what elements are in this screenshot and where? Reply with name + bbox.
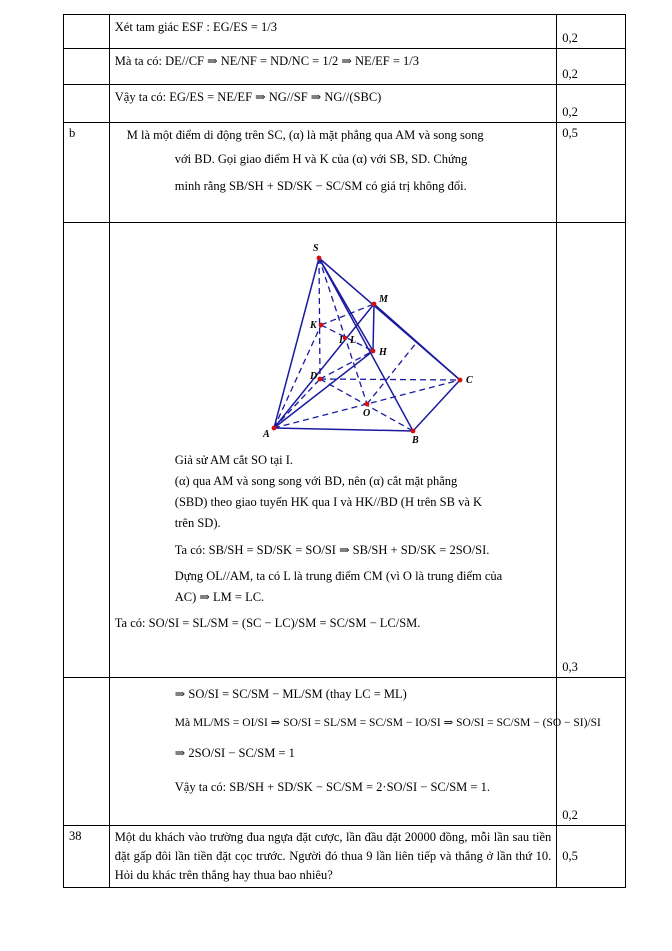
proof-line: (SBD) theo giao tuyến HK qua I và HK//BD (H trên SB và K xyxy=(174,495,483,510)
solution-table xyxy=(63,14,626,888)
score-cell: 0,2 xyxy=(557,15,626,49)
edge-BC xyxy=(413,380,460,431)
content-cell xyxy=(109,826,557,888)
content-cell xyxy=(109,15,557,49)
proof-line: Dựng OL//AM, ta có L là trung điểm CM (vì O là trung điểm của xyxy=(174,568,503,583)
proof-line: Vậy ta có: SB/SH + SD/SK − SC/SM = 2·SO/SI − SC/SM = 1. xyxy=(174,780,490,795)
proof-line: Mà ML/MS = OI/SI ⇒ SO/SI = SL/SM = SC/SM − IO/SI ⇒ SO/SI = SC/SM − (SO − SI)/SI xyxy=(174,717,601,730)
pyramid-figure xyxy=(115,233,535,448)
score-cell: 0,3 xyxy=(557,223,626,678)
step-text: Vậy ta có: EG/ES = NE/EF ⇒ NG//SF ⇒ NG//(SBC) xyxy=(114,90,382,104)
proof-line: Ta có: SO/SI = SL/SM = (SC − LC)/SM = SC/SM − LC/SM. xyxy=(114,615,421,630)
label-K: K xyxy=(309,320,317,331)
edge-DC xyxy=(320,379,460,380)
label-cell xyxy=(64,678,110,826)
score-cell: 0,5 xyxy=(557,826,626,888)
proof-line: ⇒ SO/SI = SC/SM − ML/SM (thay LC = ML) xyxy=(174,687,407,701)
edge-AB xyxy=(274,428,413,431)
score-cell: 0,2 xyxy=(557,49,626,85)
label-D: D xyxy=(309,371,318,382)
table-row xyxy=(64,123,626,223)
label-cell xyxy=(64,85,110,123)
label-M: M xyxy=(378,294,388,305)
content-cell xyxy=(109,85,557,123)
label-C: C xyxy=(465,375,473,386)
proof-line: AC) ⇒ LM = LC. xyxy=(174,589,265,604)
edge-SD xyxy=(319,258,320,379)
problem-text: Một du khách vào trường đua ngựa đặt cược, lần đầu đặt 20000 đồng, mỗi lần sau tiền đặt gấp đôi lần tiền đặt cọc trước. Người đó thua 9 lần liên tiếp và thắng ở lần thứ 10. Hỏi du khác trên thắng hay thua bao nhiêu? xyxy=(114,830,552,882)
content-cell xyxy=(109,223,557,678)
label-A: A xyxy=(262,429,270,440)
table-row xyxy=(64,49,626,85)
edge-AH xyxy=(274,351,373,428)
label-O: O xyxy=(362,408,371,419)
table-row xyxy=(64,15,626,49)
content-cell xyxy=(109,49,557,85)
step-text: Xét tam giác ESF : EG/ES = 1/3 xyxy=(114,20,278,34)
edge-DH xyxy=(320,351,373,379)
step-text: Mà ta có: DE//CF ⇒ NE/NF = ND/NC = 1/2 ⇒ NE/EF = 1/3 xyxy=(114,54,420,68)
label-cell xyxy=(64,15,110,49)
proof-line: trên SD). xyxy=(174,516,221,531)
label-cell xyxy=(64,223,110,678)
label-I: I xyxy=(338,335,343,346)
score-cell: 0,2 xyxy=(557,85,626,123)
label-cell xyxy=(64,49,110,85)
problem-line: minh rằng SB/SH + SD/SK − SC/SM có giá trị không đổi. xyxy=(174,178,467,193)
edge-MC xyxy=(374,304,460,380)
edge-MH xyxy=(373,304,374,351)
problem-line: M là một điểm di động trên SC, (α) là mặt phẳng qua AM và song song xyxy=(126,128,484,142)
score-cell: 0,2 xyxy=(557,678,626,826)
label-B: B xyxy=(411,435,419,446)
edge-AM xyxy=(274,304,374,428)
label-L: L xyxy=(349,335,356,346)
content-cell xyxy=(109,123,557,223)
proof-line: (α) qua AM và song song với BD, nên (α) cắt mặt phẳng xyxy=(174,474,458,489)
label-cell: 38 xyxy=(64,826,110,888)
label-S: S xyxy=(312,243,319,254)
score-cell: 0,5 xyxy=(557,123,626,223)
table-row xyxy=(64,826,626,888)
table-row xyxy=(64,223,626,678)
table-row xyxy=(64,678,626,826)
problem-line: với BD. Gọi giao điểm H và K của (α) với SB, SD. Chứng xyxy=(174,152,468,167)
table-row xyxy=(64,85,626,123)
proof-line: Giả sử AM cắt SO tại I. xyxy=(174,453,294,467)
proof-line: Ta có: SB/SH = SD/SK = SO/SI ⇒ SB/SH + SD/SK = 2SO/SI. xyxy=(174,542,490,557)
label-H: H xyxy=(378,347,387,358)
label-cell: b xyxy=(64,123,110,223)
edge-SO xyxy=(319,258,367,404)
proof-line: ⇒ 2SO/SI − SC/SM = 1 xyxy=(174,746,295,761)
